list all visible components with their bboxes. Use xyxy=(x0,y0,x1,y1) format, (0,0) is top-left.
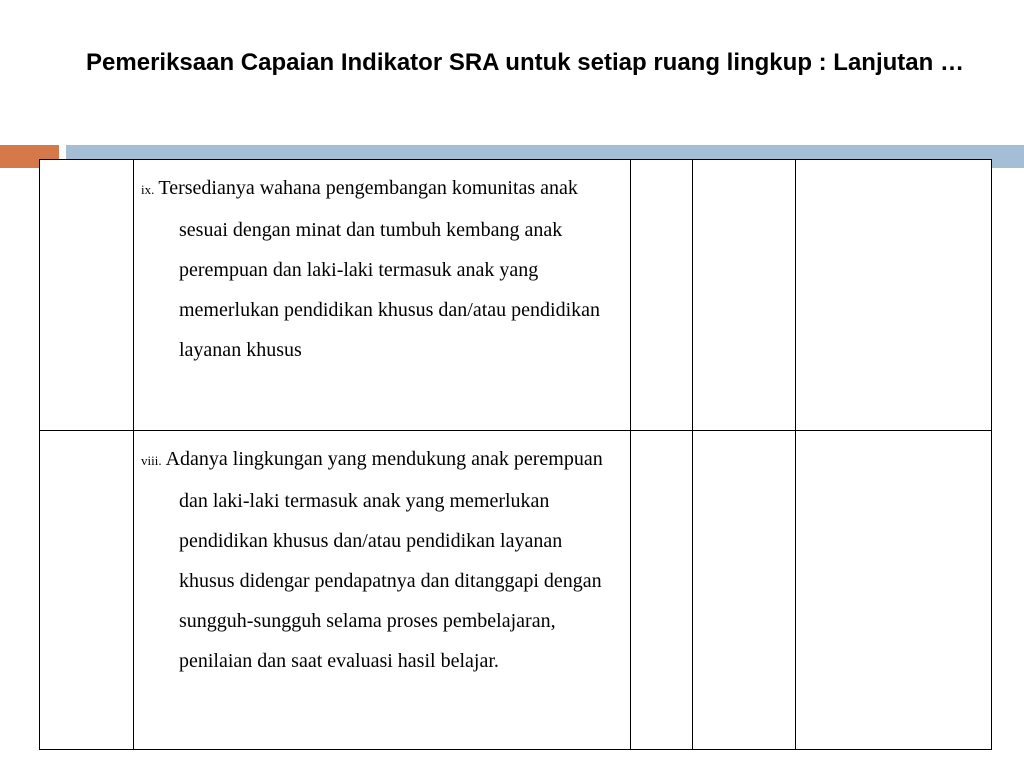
slide-title: Pemeriksaan Capaian Indikator SRA untuk setiap ruang lingkup : Lanjutan … xyxy=(86,49,964,76)
table-row xyxy=(40,160,992,431)
table-cell-blank xyxy=(631,431,693,750)
table-cell-blank xyxy=(631,160,693,431)
indicator-cell xyxy=(134,431,631,750)
indicator-item xyxy=(134,160,630,370)
table-cell-blank xyxy=(40,431,134,750)
table-cell-blank xyxy=(796,431,992,750)
indicator-table xyxy=(39,159,992,750)
indicator-cell xyxy=(134,160,631,431)
table-cell-blank xyxy=(693,431,796,750)
indicator-number: ix. xyxy=(141,182,155,197)
table-cell-blank xyxy=(693,160,796,431)
indicator-text: Adanya lingkungan yang mendukung anak perempuan dan laki-laki termasuk anak yang memerlukan pendidikan khusus dan/atau pendidikan layanan khusus didengar pendapatnya dan ditanggapi dengan sungguh-sungguh selama proses pembelajaran, penilaian dan saat evaluasi hasil belajar. xyxy=(165,448,603,672)
indicator-item xyxy=(134,431,630,681)
table-row xyxy=(40,431,992,750)
table-cell-blank xyxy=(40,160,134,431)
indicator-number: viii. xyxy=(141,453,162,468)
indicator-text: Tersedianya wahana pengembangan komunitas anak sesuai dengan minat dan tumbuh kembang anak perempuan dan laki-laki termasuk anak yang memerlukan pendidikan khusus dan/atau pendidikan layanan khusus xyxy=(158,177,601,361)
table-cell-blank xyxy=(796,160,992,431)
